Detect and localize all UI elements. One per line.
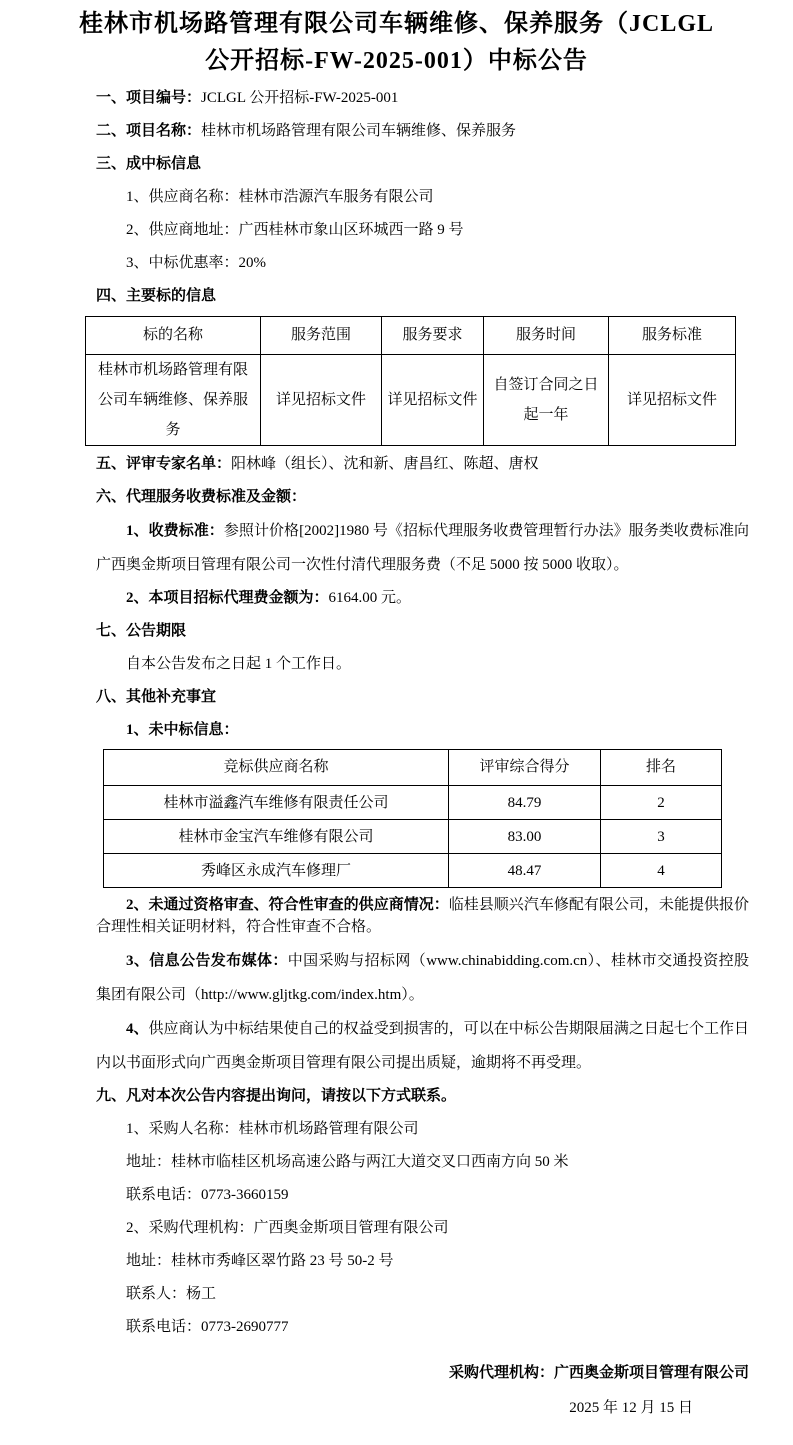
cell-bidder-name: 秀峰区永成汽车修理厂 — [104, 854, 449, 888]
cell-rank: 4 — [601, 854, 722, 888]
purchaser-address: 地址：桂林市临桂区机场高速公路与两江大道交叉口西南方向 50 米 — [126, 1154, 569, 1170]
cell-review-score: 48.47 — [449, 854, 601, 888]
column-header-subject-name: 标的名称 — [86, 317, 261, 355]
cell-bidder-name: 桂林市溢鑫汽车维修有限责任公司 — [104, 786, 449, 820]
cell-review-score: 83.00 — [449, 820, 601, 854]
column-header-bidder-name: 竞标供应商名称 — [104, 750, 449, 786]
agency-fee-value: 6164.00 元。 — [328, 590, 412, 606]
publish-media-text: 中国采购与招标网（www.chinabidding.com.cn）、桂林市交通投资控股集团有限公司（http://www.gljtkg.com/index.htm）。 — [96, 953, 749, 1003]
column-header-review-score: 评审综合得分 — [449, 750, 601, 786]
document-title — [0, 6, 793, 80]
section-7-heading: 七、公告期限 — [96, 623, 187, 639]
losing-bidders-table — [103, 749, 722, 888]
section-6-heading: 六、代理服务收费标准及金额： — [96, 489, 307, 505]
publish-media-label: 3、信息公告发布媒体： — [126, 953, 288, 969]
announcement-period-text: 自本公告发布之日起 1 个工作日。 — [126, 656, 352, 672]
signature-agency: 采购代理机构：广西奥金斯项目管理有限公司 — [448, 1365, 749, 1381]
agency-fee-paragraph — [96, 582, 749, 615]
publish-media-paragraph — [96, 944, 749, 1012]
section-2-project-name — [96, 115, 749, 148]
main-subject-table-header-row — [86, 317, 736, 355]
experts-value: 阳林峰（组长）、沈和新、唐昌红、陈超、唐权 — [231, 456, 539, 472]
losing-bidder-row — [104, 786, 722, 820]
objection-text: 供应商认为中标结果使自己的权益受到损害的，可以在中标公告期限届满之日起七个工作日内以书面形式向广西奥金斯项目管理有限公司提出质疑，逾期将不再受理。 — [96, 1021, 749, 1071]
section-5-experts — [96, 448, 749, 481]
losing-bidder-row — [104, 820, 722, 854]
column-header-service-requirement: 服务要求 — [382, 317, 484, 355]
main-subject-table — [85, 316, 736, 446]
section-8-heading: 八、其他补充事宜 — [96, 689, 217, 705]
fee-standard-text: 参照计价格[2002]1980 号《招标代理服务收费管理暂行办法》服务类收费标准向广西奥金斯项目管理有限公司一次性付清代理服务费（不足 5000 按 5000 收取）。 — [96, 523, 749, 573]
cell-service-standard: 详见招标文件 — [609, 355, 736, 446]
agency-address: 地址：桂林市秀峰区翠竹路 23 号 50-2 号 — [126, 1253, 394, 1269]
column-header-service-standard: 服务标准 — [609, 317, 736, 355]
winner-name: 1、供应商名称：桂林市浩源汽车服务有限公司 — [126, 189, 434, 205]
signature-date: 2025 年 12 月 15 日 — [569, 1400, 693, 1416]
objection-paragraph — [96, 1012, 749, 1080]
cell-service-requirement: 详见招标文件 — [382, 355, 484, 446]
failed-review-label: 2、未通过资格审查、符合性审查的供应商情况： — [126, 897, 449, 913]
agency-contact-person: 联系人：杨工 — [126, 1286, 217, 1302]
project-name-label: 二、项目名称： — [96, 123, 202, 139]
agency-name: 2、采购代理机构：广西奥金斯项目管理有限公司 — [126, 1220, 449, 1236]
section-1-project-number — [96, 82, 749, 115]
winner-discount-rate: 3、中标优惠率：20% — [126, 255, 266, 271]
cell-bidder-name: 桂林市金宝汽车维修有限公司 — [104, 820, 449, 854]
losing-bidders-header-row — [104, 750, 722, 786]
losing-bidder-row — [104, 854, 722, 888]
column-header-rank: 排名 — [601, 750, 722, 786]
section-4-heading: 四、主要标的信息 — [96, 288, 217, 304]
cell-service-time: 自签订合同之日起一年 — [484, 355, 609, 446]
fee-standard-label: 1、收费标准： — [126, 523, 224, 539]
winner-address: 2、供应商地址：广西桂林市象山区环城西一路 9 号 — [126, 222, 464, 238]
project-number-value: JCLGL 公开招标-FW-2025-001 — [201, 90, 399, 106]
objection-label: 4、 — [126, 1021, 149, 1037]
purchaser-phone: 联系电话：0773-3660159 — [126, 1187, 289, 1203]
failed-review-text: 临桂县顺兴汽车修配有限公司，未能提供报价合理性相关证明材料，符合性审查不合格。 — [96, 897, 749, 935]
purchaser-name: 1、采购人名称：桂林市机场路管理有限公司 — [126, 1121, 419, 1137]
cell-rank: 3 — [601, 820, 722, 854]
project-name-value: 桂林市机场路管理有限公司车辆维修、保养服务 — [201, 123, 517, 139]
fee-standard-paragraph — [96, 514, 749, 582]
cell-service-scope: 详见招标文件 — [261, 355, 382, 446]
cell-subject-name: 桂林市机场路管理有限公司车辆维修、保养服务 — [86, 355, 261, 446]
agency-fee-label: 2、本项目招标代理费金额为： — [126, 590, 329, 606]
cell-review-score: 84.79 — [449, 786, 601, 820]
experts-label: 五、评审专家名单： — [96, 456, 232, 472]
title-line-2: 公开招标-FW-2025-001）中标公告 — [205, 48, 588, 74]
failed-review-paragraph — [96, 894, 749, 938]
column-header-service-scope: 服务范围 — [261, 317, 382, 355]
project-number-label: 一、项目编号： — [96, 90, 202, 106]
agency-phone: 联系电话：0773-2690777 — [126, 1319, 289, 1335]
section-9-heading: 九、凡对本次公告内容提出询问，请按以下方式联系。 — [96, 1088, 457, 1104]
losing-bid-info-label: 1、未中标信息： — [126, 722, 239, 738]
column-header-service-time: 服务时间 — [484, 317, 609, 355]
main-subject-table-row — [86, 355, 736, 446]
title-line-1: 桂林市机场路管理有限公司车辆维修、保养服务（JCLGL — [78, 11, 714, 37]
cell-rank: 2 — [601, 786, 722, 820]
section-3-heading: 三、成中标信息 — [96, 156, 202, 172]
